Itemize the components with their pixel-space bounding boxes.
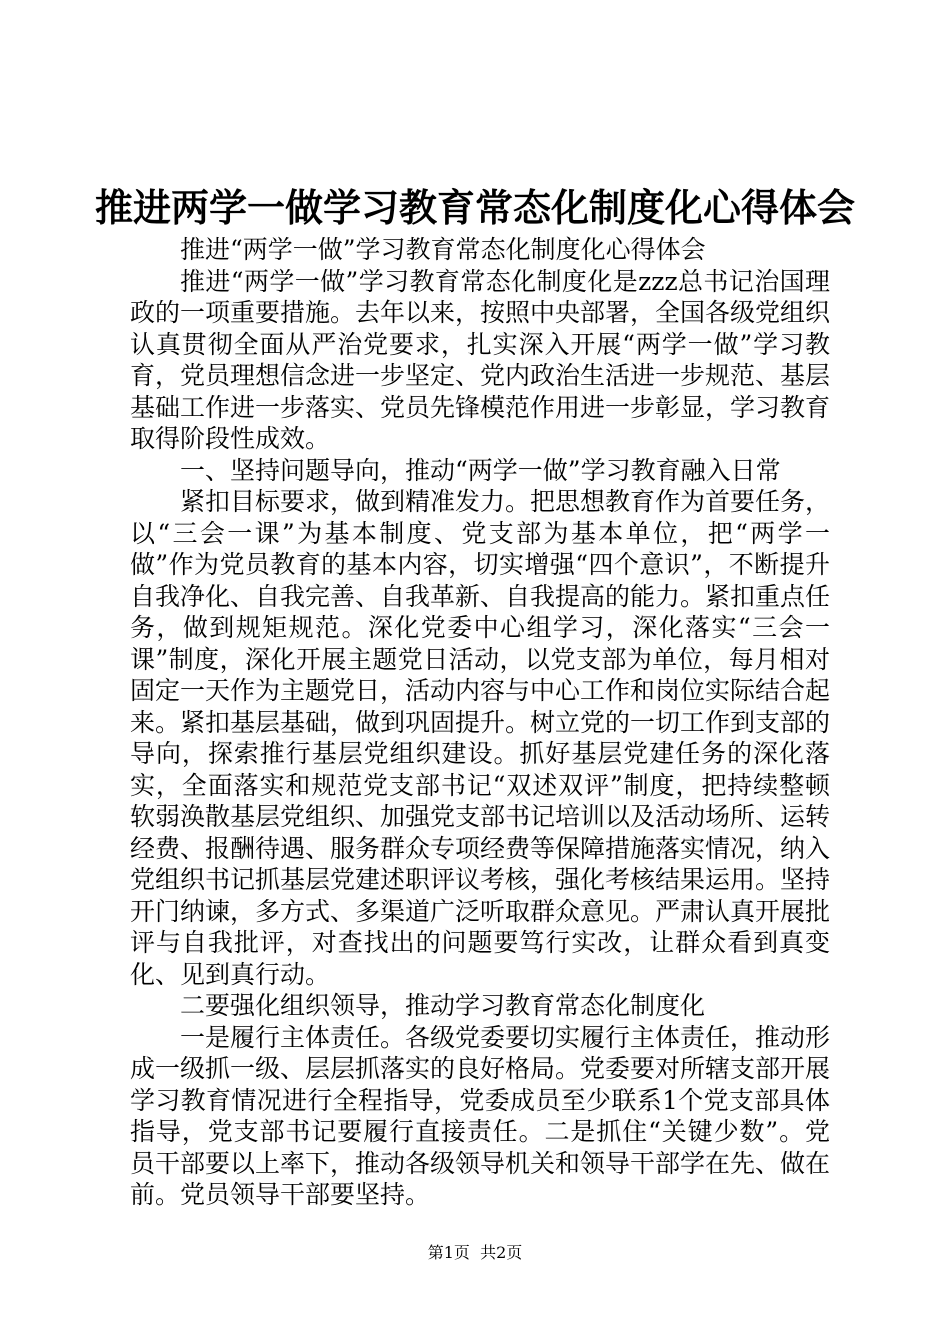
- document-body: [130, 234, 830, 1211]
- page-number-footer: 第1页 共2页: [427, 1243, 523, 1262]
- section-heading-2: 二要强化组织领导，推动学习教育常态化制度化: [180, 991, 706, 1020]
- document-title: 推进两学一做学习教育常态化制度化心得体会: [94, 185, 855, 230]
- section-heading-1: 一、坚持问题导向，推动“两学一做”学习教育融入日常: [180, 455, 781, 485]
- section-1-paragraph: 紧扣目标要求，做到精准发力。把思想教育作为首要任务，以“三会一课”为基本制度、党支部为基本单位，把“两学一做”作为党员教育的基本内容，切实增强“四个意识”，不断提升自我净化、自我完善、自我革新、自我提高的能力。紧扣重点任务，做到规矩规范。深化党委中心组学习，深化落实“三会一课”制度，深化开展主题党日活动，以党支部为单位，每月相对固定一天作为主题党日，活动内容与中心工作和岗位实际结合起来。紧扣基层基础，做到巩固提升。树立党的一切工作到支部的导向，探索推行基层党组织建设。抓好基层党建任务的深化落实，全面落实和规范党支部书记“双述双评”制度，把持续整顿软弱涣散基层党组织、加强党支部书记培训以及活动场所、运转经费、报酬待遇、服务群众专项经费等保障措施落实情况，纳入党组织书记抓基层党建述职评议考核，强化考核结果运用。坚持开门纳谏，多方式、多渠道广泛听取群众意见。严肃认真开展批评与自我批评，对查找出的问题要笃行实改，让群众看到真变化、见到真行动。: [130, 487, 831, 989]
- section-2-paragraph: 一是履行主体责任。各级党委要切实履行主体责任，推动形成一级抓一级、层层抓落实的良好格局。党委要对所辖支部开展学习教育情况进行全程指导，党委成员至少联系1个党支部具体指导，党支部书记要履行直接责任。二是抓住“关键少数”。党员干部要以上率下，推动各级领导机关和领导干部学在先、做在前。党员领导干部要坚持。: [130, 1022, 831, 1209]
- subtitle-paragraph: 推进“两学一做”学习教育常态化制度化心得体会: [180, 235, 706, 264]
- intro-paragraph: 推进“两学一做”学习教育常态化制度化是zzz总书记治国理政的一项重要措施。去年以来，按照中央部署，全国各级党组织认真贯彻全面从严治党要求，扎实深入开展“两学一做”学习教育，党员理想信念进一步坚定、党内政治生活进一步规范、基层基础工作进一步落实、党员先锋模范作用进一步彰显，学习教育取得阶段性成效。: [130, 266, 831, 453]
